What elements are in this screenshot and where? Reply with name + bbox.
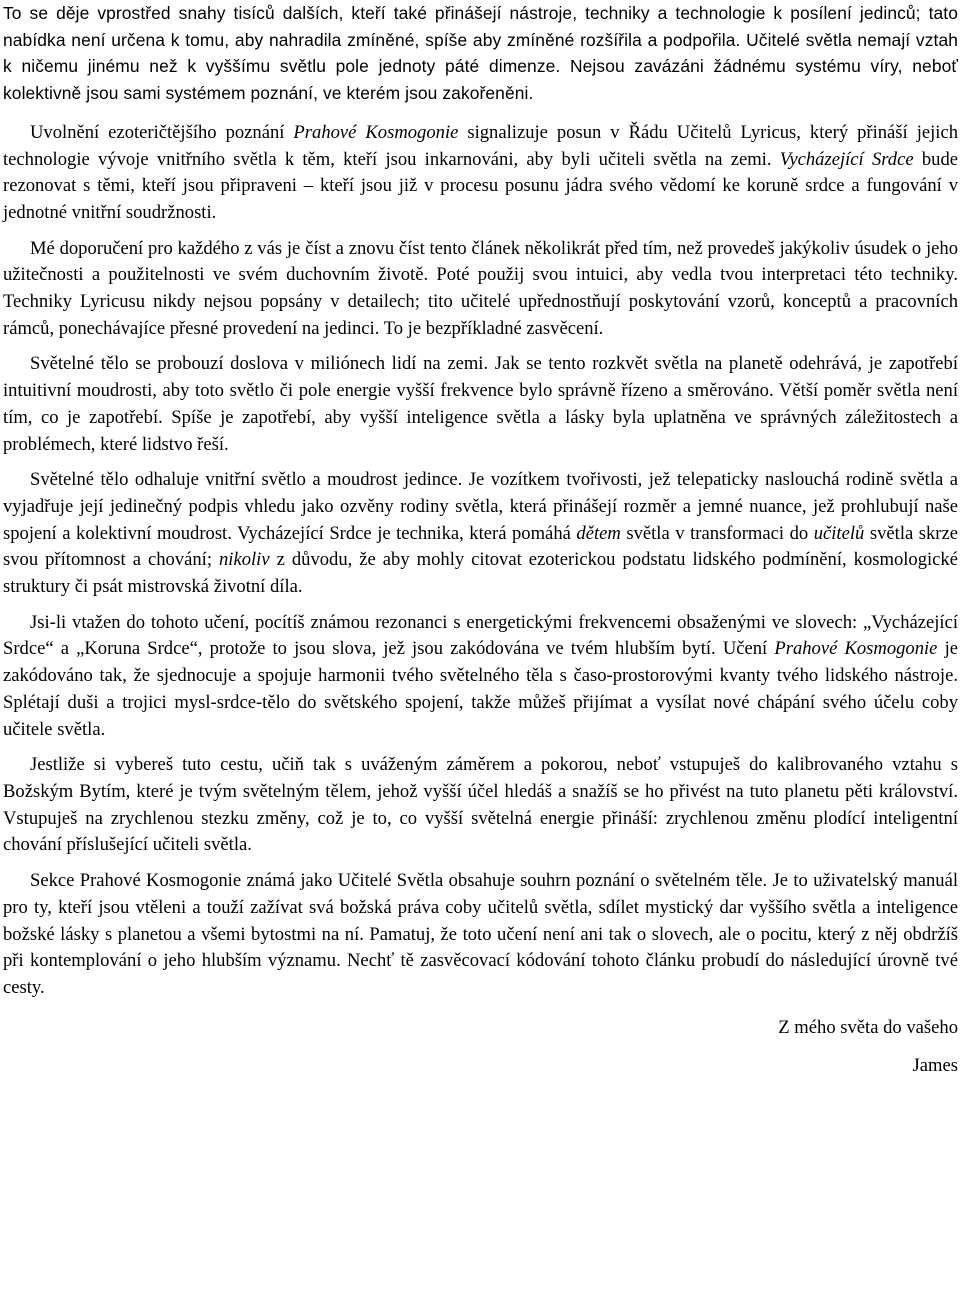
emphasis-term: dětem — [576, 522, 621, 544]
paragraph-light-body-awakening — [3, 351, 958, 458]
paragraph-text: světla v transformaci do — [620, 522, 814, 544]
paragraph-text: bude rezonovat s těmi, kteří jsou připraveni – kteří jsou již v procesu posunu jádra svého vědomí ke koruně srdce a fungování v jednotné vnitřní soudržnosti. — [3, 148, 958, 223]
emphasis-term: nikoliv — [218, 549, 270, 571]
paragraph-text: To se děje vprostřed snahy tisíců dalších, kteří také přinášejí nástroje, techniky a technologie k posílení jedinců; tato nabídka není určena k tomu, aby nahradila zmíněné, spíše aby zmíněné rozšířila a podpořila. Učitelé světla nemají vztah k ničemu jinému než k vyššímu světlu pole jednoty páté dimenze. Nejsou zavázáni žádnému systému víry, neboť kolektivně jsou sami systémem poznání, ve kterém jsou zakořeněni. — [3, 3, 958, 104]
emphasis-term: Vycházející Srdce — [779, 148, 914, 170]
paragraph-text: Sekce Prahové Kosmogonie známá jako Učitelé Světla obsahuje souhrn poznání o světelném těle. Je to uživatelský manuál pro ty, kteří jsou vtěleni a touží zažívat svá božská práva coby učitelů světla, sdílet mystický dar vyššího světla a inteligence božské lásky s planetou a všemi bytostmi na ní. Pamatuj, že toto učení není ani tak o slovech, ale o pocitu, který z něj obdržíš při kontemplování o jeho hlubším významu. Nechť tě zasvěcovací kódování tohoto článku probudí do následující úrovně tvé cesty. — [3, 870, 958, 998]
emphasis-term: Prahové Kosmogonie — [774, 638, 938, 660]
emphasis-term: učitelů — [813, 522, 865, 544]
paragraph-text: je zakódováno tak, že sjednocuje a spojuje harmonii tvého světelného těla s časo-prostorovými kvanty tvého lidského nástroje. Splétají duši a trojici mysl-srdce-tělo do světského spojení, takže můžeš přijímat a vysílat nové chápání svého účelu coby učitele světla. — [3, 638, 958, 740]
emphasis-term: Prahové Kosmogonie — [293, 121, 459, 143]
paragraph-text: Světelné tělo se probouzí doslova v miliónech lidí na zemi. Jak se tento rozkvět světla na planetě odehrává, je zapotřebí intuitivní moudrosti, aby toto světlo či pole energie vyšší frekvence bylo správně řízeno a směrováno. Větší poměr světla není tím, co je zapotřebí. Spíše je zapotřebí, aby vyšší inteligence světla a lásky byla uplatněna ve správných záležitostech a problémech, které lidstvo řeší. — [3, 353, 958, 455]
paragraph-intro — [3, 0, 958, 107]
paragraph-text: Uvolnění ezoteričtějšího poznání — [30, 121, 294, 143]
paragraph-recommendation — [3, 236, 958, 343]
closing-line: Z mého světa do vašeho — [778, 1016, 958, 1038]
paragraph-text: Jsi-li vtažen do tohoto učení, pocítíš známou rezonanci s energetickými frekvencemi obsaženými ve slovech: „Vycházející Srdce“ a „Koruna Srdce“, protože to jsou slova, jež jsou zakódována ve tvém hlubším bytí. Učení — [3, 611, 958, 660]
paragraph-text: Světelné tělo odhaluje vnitřní světlo a moudrost jedince. Je vozítkem tvořivosti, jež telepaticky naslouchá rodině světla a vyjadřuje její jedinečný podpis vhledu jako ozvěny rodiny světla, která přinášejí rozměr a jemné nuance, jež prohlubují naše spojení a kolektivní moudrost. Vycházející Srdce je technika, která pomáhá — [3, 469, 958, 544]
signature: James — [912, 1055, 958, 1077]
paragraph-prahova-kosmogonie — [3, 120, 958, 227]
paragraph-section-summary — [3, 868, 958, 1002]
paragraph-text: světla skrze svou přítomnost a chování; — [3, 522, 958, 571]
paragraph-light-body-reveals — [3, 467, 958, 601]
paragraph-text: z důvodu, že aby mohly citovat ezoterickou podstatu lidského podmínění, kosmologické struktury či psát mistrovská životní díla. — [3, 549, 958, 598]
paragraph-text: signalizuje posun v Řádu Učitelů Lyricus, který přináší jejich technologie vývoje vnitřního světla k těm, kteří jsou inkarnováni, aby byli učiteli světla na zemi. — [3, 121, 958, 170]
paragraph-text: Jestliže si vybereš tuto cestu, učiň tak s uváženým záměrem a pokorou, neboť vstupuješ do kalibrovaného vztahu s Božským Bytím, které je tvým světelným tělem, jehož vyšší účel hledáš a snažíš se ho přivést na tuto planetu pěti království. Vstupuješ na zrychlenou stezku změny, což je to, co vyšší světelná energie přináší: zrychlenou změnu plodící inteligentní chování příslušející učiteli světla. — [3, 754, 958, 856]
paragraph-path-choice — [3, 752, 958, 859]
paragraph-resonance — [3, 610, 958, 744]
paragraph-text: Mé doporučení pro každého z vás je číst a znovu číst tento článek několikrát před tím, než provedeš jakýkoliv úsudek o jeho užitečnosti a použitelnosti ve svém duchovním životě. Poté použij svou intuici, aby vedla tvou interpretaci této techniky. Techniky Lyricusu nikdy nejsou popsány v detailech; tito učitelé upřednostňují poskytování vzorů, konceptů a pracovních rámců, ponechávajíce přesné provedení na jedinci. To je bezpříkladné zasvěcení. — [3, 237, 958, 339]
